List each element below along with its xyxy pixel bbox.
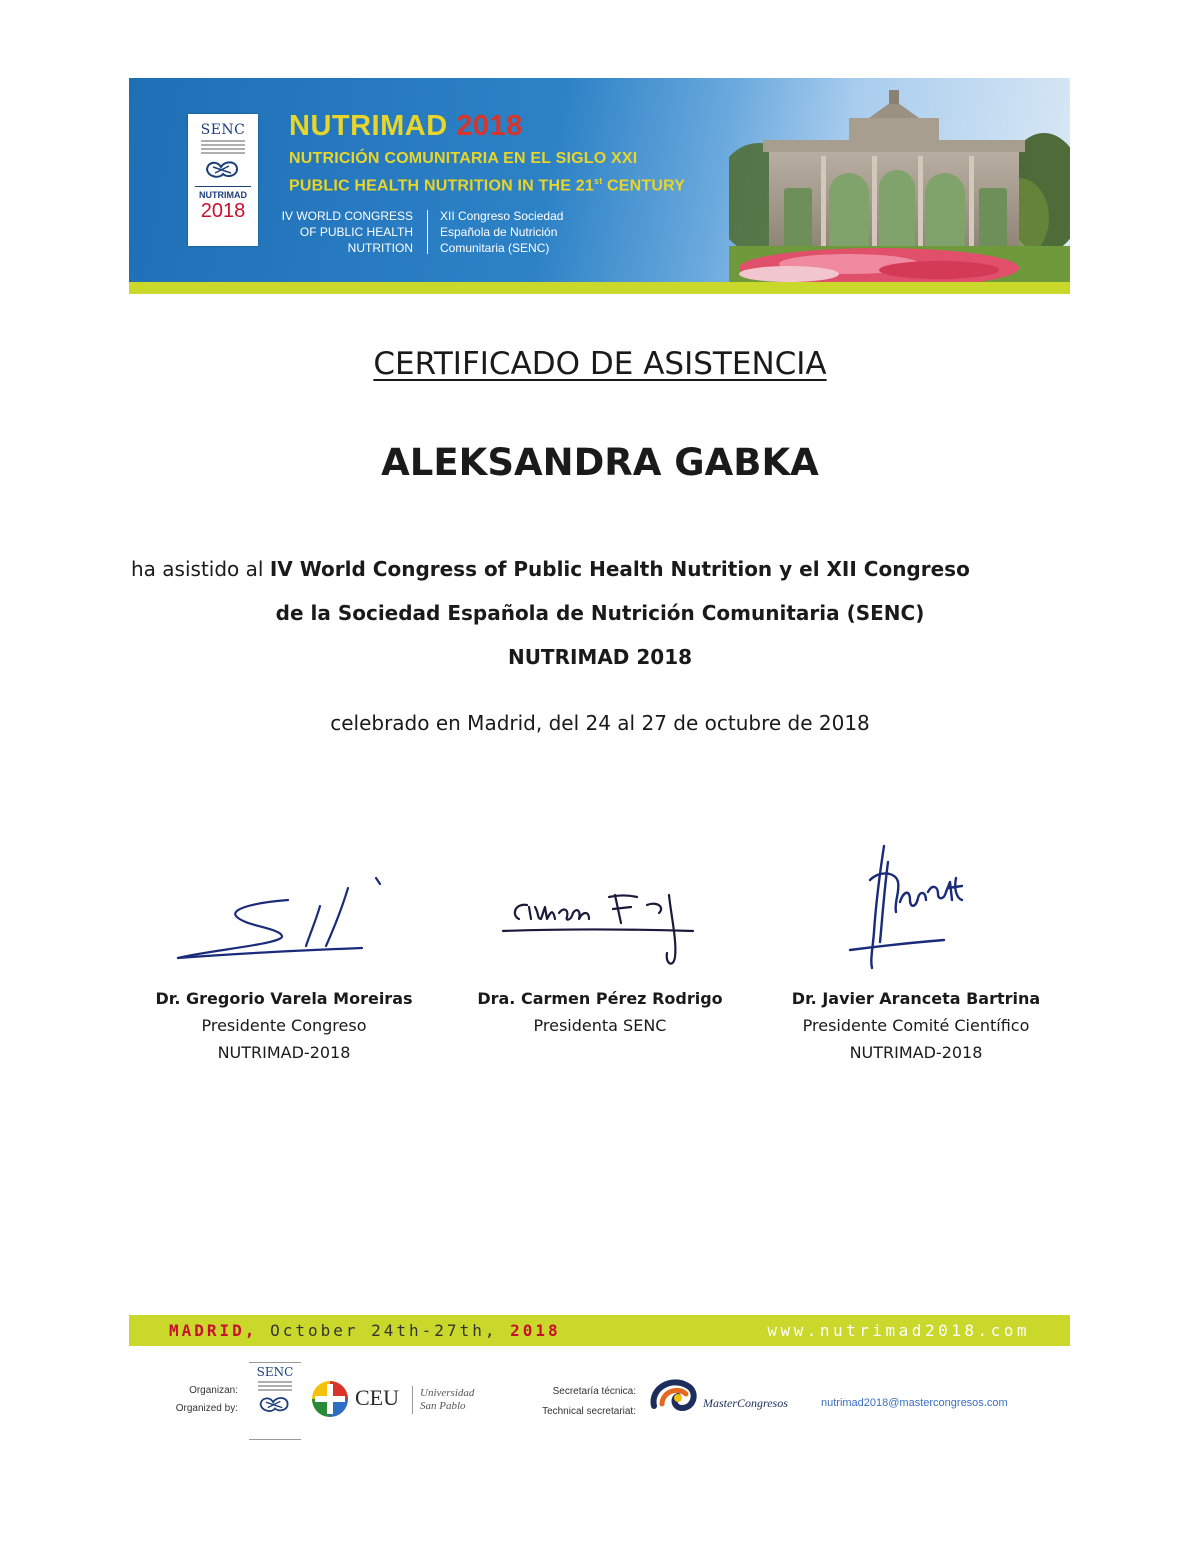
senc-footer-heart-icon xyxy=(257,1393,293,1415)
badge-subtext-lines xyxy=(201,140,245,154)
puerta-de-alcala-illustration xyxy=(729,78,1070,282)
signatory-1 xyxy=(124,985,444,1066)
secretariat-label-es: Secretaría técnica: xyxy=(552,1386,636,1397)
senc-footer-label: SENC xyxy=(256,1365,294,1379)
mastercongresos-swirl-logo-icon xyxy=(648,1376,704,1420)
certificate-title xyxy=(0,346,1200,382)
badge-year-label: 2018 xyxy=(200,200,246,222)
banner-subtitle-en-sup: st xyxy=(593,176,603,186)
ceu-university-line1: Universidad xyxy=(420,1387,475,1399)
signatory-1-role: Presidente Congreso xyxy=(201,1016,367,1035)
senc-footer-logo xyxy=(249,1362,301,1440)
banner-world-congress xyxy=(279,208,413,256)
signature-perez xyxy=(497,885,707,975)
organizers-label-en: Organized by: xyxy=(175,1403,238,1414)
secretariat-label-en: Technical secretariat: xyxy=(542,1406,636,1417)
banner-left-line1: IV WORLD CONGRESS xyxy=(281,209,413,223)
senc-footer-subtext-lines xyxy=(249,1381,301,1391)
footer-city: MADRID, xyxy=(169,1321,258,1340)
signatory-3-role: Presidente Comité Científico xyxy=(802,1016,1030,1035)
signature-aranceta xyxy=(840,842,980,974)
banner-green-stripe xyxy=(129,282,1070,294)
organizers-label xyxy=(150,1382,238,1418)
senc-heart-logo-icon xyxy=(203,158,243,180)
badge-senc-label: SENC xyxy=(200,122,246,138)
certificate-title-text: CERTIFICADO DE ASISTENCIA xyxy=(373,346,827,382)
ceu-university xyxy=(420,1387,474,1413)
signature-varela xyxy=(170,870,390,965)
header-banner xyxy=(129,78,1070,294)
ceu-divider xyxy=(412,1386,413,1414)
banner-subtitle-en xyxy=(289,176,685,195)
banner-title-main: NUTRIMAD xyxy=(289,110,448,142)
banner-right-line2: Española de Nutrición xyxy=(440,225,558,239)
organizers-label-es: Organizan: xyxy=(189,1385,238,1396)
ceu-university-line2: San Pablo xyxy=(420,1400,466,1412)
banner-right-line3: Comunitaria (SENC) xyxy=(440,241,550,255)
event-line-2: de la Sociedad Española de Nutrición Comunitaria (SENC) xyxy=(275,601,925,625)
footer-bar xyxy=(129,1315,1070,1346)
banner-right-line1: XII Congreso Sociedad xyxy=(440,209,564,223)
event-line-1 xyxy=(131,557,1071,581)
signatory-1-name: Dr. Gregorio Varela Moreiras xyxy=(155,989,413,1008)
intro-text: ha asistido al xyxy=(131,557,270,581)
signatory-2 xyxy=(440,985,760,1039)
banner-senc-congress xyxy=(440,208,590,256)
secretariat-label xyxy=(520,1382,636,1422)
ceu-cross-logo-icon xyxy=(311,1380,349,1418)
signatory-1-org: NUTRIMAD-2018 xyxy=(217,1043,351,1062)
footer-year: 2018 xyxy=(510,1321,561,1340)
banner-title xyxy=(289,110,523,143)
banner-left-line3: NUTRITION xyxy=(347,241,413,255)
location-date: celebrado en Madrid, del 24 al 27 de octubre de 2018 xyxy=(330,711,870,735)
footer-url[interactable]: www.nutrimad2018.com xyxy=(767,1321,1030,1340)
event-line-1-text: IV World Congress of Public Health Nutrition y el XII Congreso xyxy=(269,557,970,581)
secretariat-email[interactable]: nutrimad2018@mastercongresos.com xyxy=(821,1397,1008,1409)
event-line-3: NUTRIMAD 2018 xyxy=(507,645,693,669)
recipient-name: ALEKSANDRA GABKA xyxy=(381,441,819,484)
signatory-2-role: Presidenta SENC xyxy=(533,1016,667,1035)
footer-dates xyxy=(169,1321,561,1340)
signatory-3-org: NUTRIMAD-2018 xyxy=(849,1043,983,1062)
footer-dates-text: October 24th-27th, xyxy=(257,1321,511,1340)
banner-divider xyxy=(427,210,428,254)
ceu-label: CEU xyxy=(355,1385,399,1410)
senc-badge xyxy=(188,114,258,246)
signatory-3 xyxy=(756,985,1076,1066)
signatory-3-name: Dr. Javier Aranceta Bartrina xyxy=(791,989,1041,1008)
banner-subtitle-en-text: PUBLIC HEALTH NUTRITION IN THE 21 xyxy=(289,177,594,195)
badge-event-label: NUTRIMAD xyxy=(195,186,251,200)
banner-title-year: 2018 xyxy=(456,110,523,142)
banner-left-line2: OF PUBLIC HEALTH xyxy=(299,225,413,239)
signatory-2-name: Dra. Carmen Pérez Rodrigo xyxy=(477,989,723,1008)
banner-subtitle-en-end: CENTURY xyxy=(602,177,686,195)
banner-subtitle-es: NUTRICIÓN COMUNITARIA EN EL SIGLO XXI xyxy=(289,150,638,167)
mastercongresos-label: MasterCongresos xyxy=(703,1396,788,1410)
